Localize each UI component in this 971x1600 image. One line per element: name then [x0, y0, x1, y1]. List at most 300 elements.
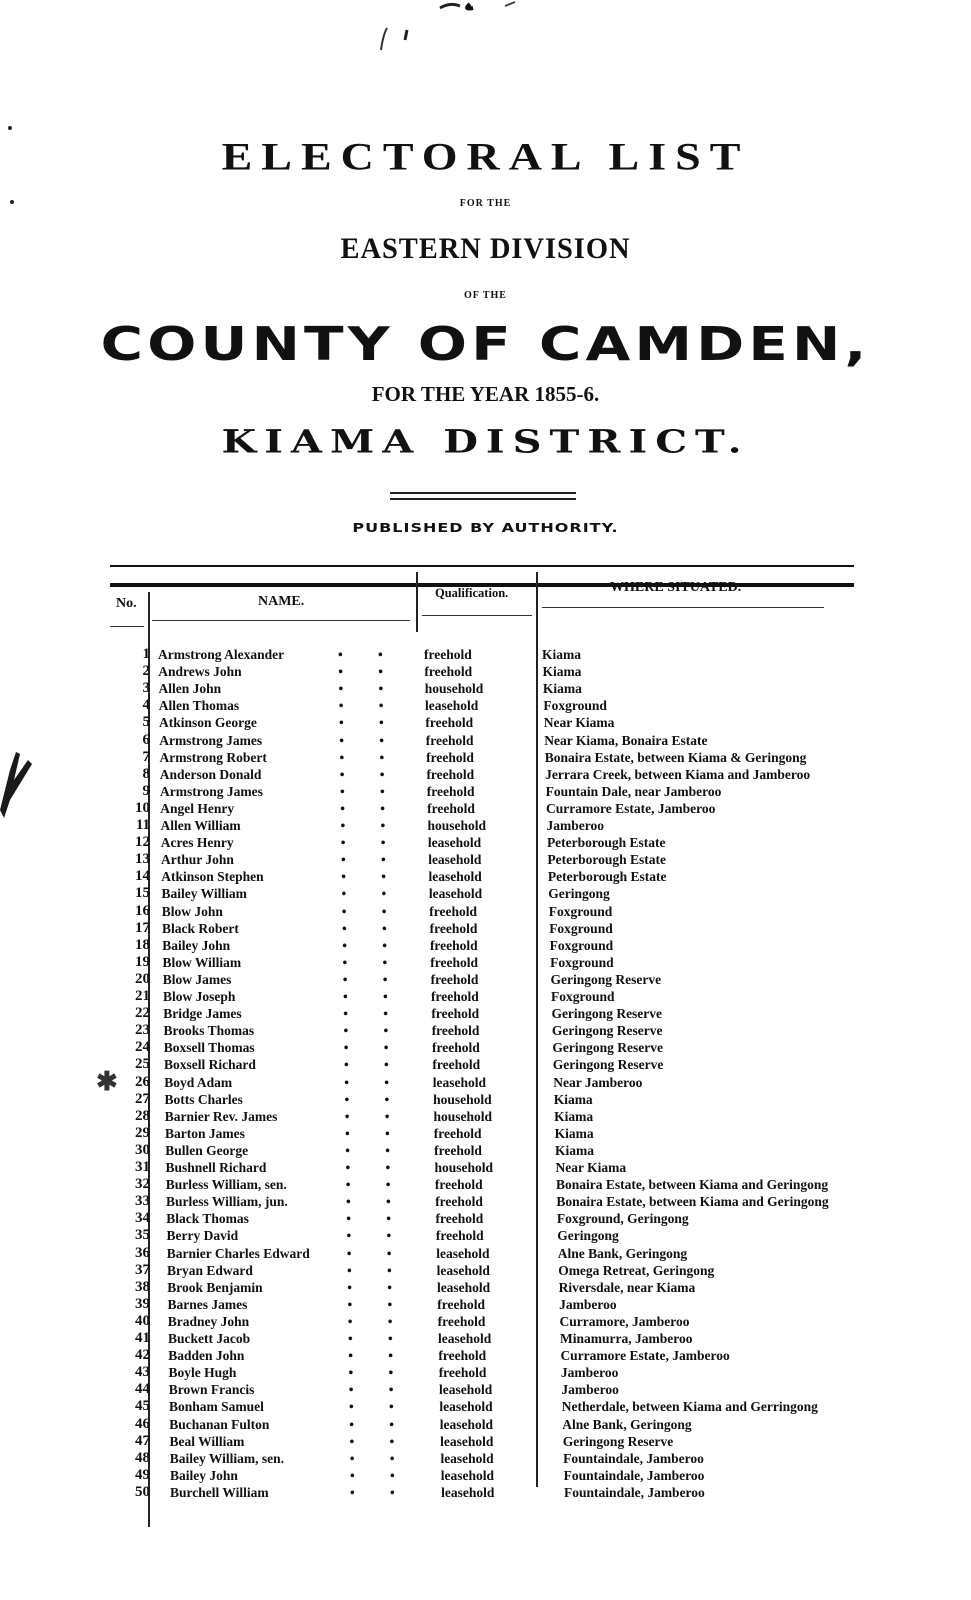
leader-dot: • [348, 1365, 354, 1381]
leader-dot: • [344, 1091, 350, 1107]
leader-dot: • [387, 1313, 393, 1329]
table-row [110, 885, 860, 902]
title-electoral-list: ELECTORAL LIST [221, 134, 750, 179]
leader-dot: • [346, 1211, 351, 1227]
voter-name: Bryan Edward [167, 1262, 253, 1278]
qualification: leasehold [440, 1467, 495, 1483]
leader-dot: • [378, 681, 384, 697]
row-number: 48 [135, 1449, 150, 1466]
table-row [96, 1066, 860, 1096]
voter-name: Brown Francis [168, 1382, 255, 1398]
voter-name: Bridge James [163, 1006, 242, 1022]
row-number: 38 [135, 1278, 150, 1295]
title-county-of-camden: COUNTY OF CAMDEN, [100, 316, 871, 372]
voter-name: Bonham Samuel [169, 1399, 264, 1415]
where-situated: Netherdale, between Kiama and Gerringong [561, 1399, 818, 1415]
table-row [110, 1416, 860, 1433]
voter-name: Black Robert [162, 920, 239, 936]
leader-dot: • [389, 1450, 395, 1466]
qualification: leasehold [427, 835, 482, 851]
qualification: freehold [437, 1313, 486, 1329]
row-number: 4 [142, 697, 150, 714]
header-no: No. [116, 596, 137, 611]
where-situated: Foxground [549, 920, 613, 936]
where-situated: Riversdale, near Kiama [558, 1279, 696, 1295]
table-row [110, 663, 860, 680]
table-row [110, 732, 860, 749]
leader-dot: • [387, 1296, 393, 1312]
leader-dot: • [385, 1142, 390, 1158]
where-situated: Foxground, Geringong [556, 1211, 689, 1227]
leader-dot: • [347, 1313, 353, 1329]
table-row [110, 646, 860, 663]
voter-name: Burless William, sen. [165, 1177, 287, 1193]
voter-name: Allen John [158, 681, 222, 697]
voter-name: Burchell William [170, 1484, 269, 1500]
leader-dot: • [341, 886, 347, 902]
where-situated: Foxground [550, 954, 614, 970]
voter-name: Blow William [162, 954, 242, 970]
leader-dot: • [380, 835, 386, 851]
table-row [110, 817, 860, 834]
table-row [110, 1313, 860, 1330]
row-number: 32 [135, 1176, 150, 1193]
row-number: 30 [135, 1141, 150, 1158]
qualification: freehold [426, 783, 475, 799]
leader-dot: • [343, 1023, 349, 1039]
leader-dot: • [389, 1416, 394, 1432]
row-number: 39 [135, 1295, 150, 1312]
leader-dot: • [378, 664, 383, 680]
leader-dot: • [381, 852, 386, 868]
leader-dot: • [345, 1142, 350, 1158]
voter-name: Black Thomas [166, 1211, 249, 1227]
voter-name: Brook Benjamin [167, 1279, 263, 1295]
voter-name: Armstrong James [159, 732, 263, 748]
leader-dot: • [390, 1484, 395, 1500]
voter-name: Buchanan Fulton [169, 1416, 270, 1432]
table-row [110, 697, 860, 714]
qualification: household [427, 818, 487, 833]
voter-name: Blow John [161, 903, 223, 919]
voter-name: Angel Henry [160, 800, 235, 816]
leader-dot: • [380, 800, 385, 816]
qualification: leasehold [428, 886, 483, 902]
row-number: 28 [135, 1107, 150, 1124]
leader-dot: • [385, 1177, 391, 1193]
leader-dot: • [386, 1194, 391, 1210]
qualification: freehold [431, 989, 479, 1004]
qualification: freehold [437, 1296, 486, 1312]
row-number: 2 [142, 663, 150, 680]
row-number: 36 [135, 1244, 150, 1261]
table-row [110, 1398, 860, 1415]
where-situated: Kiama [554, 1108, 594, 1124]
row-number: 44 [135, 1381, 150, 1398]
leader-dot: • [338, 681, 344, 697]
voter-name: Armstrong Robert [159, 749, 267, 765]
voter-name: Bradney John [167, 1313, 250, 1329]
voter-name: Buckett Jacob [168, 1331, 251, 1346]
leader-dot: • [384, 1057, 389, 1073]
leader-dot: • [341, 903, 347, 919]
table-row [110, 1210, 860, 1227]
qualification: freehold [438, 1365, 487, 1381]
qualification: freehold [434, 1142, 482, 1158]
row-number: 9 [142, 782, 150, 799]
qualification: leasehold [438, 1331, 492, 1346]
qualification: household [433, 1091, 492, 1107]
row-number: 11 [135, 817, 150, 833]
leader-dot: • [343, 1006, 348, 1022]
page-edge-smudge [0, 750, 40, 820]
table-row [110, 1262, 860, 1279]
voter-name: Blow Joseph [163, 989, 236, 1004]
decorative-double-rule [390, 498, 576, 500]
leader-dot: • [345, 1160, 351, 1175]
row-number: 3 [142, 680, 150, 697]
qualification: leasehold [428, 852, 482, 868]
where-situated: Geringong [557, 1228, 619, 1244]
table-row [110, 800, 860, 817]
where-situated: Bonaira Estate, between Kiama & Geringong [544, 749, 807, 765]
voter-name: Bailey William, sen. [169, 1450, 285, 1466]
leader-dot: • [349, 1450, 355, 1466]
where-situated: Near Kiama, Bonaira Estate [544, 732, 708, 748]
where-situated: Fountain Dale, near Jamberoo [545, 783, 722, 799]
where-situated: Near Kiama [543, 715, 615, 731]
qualification: freehold [432, 1040, 480, 1056]
where-situated: Bonaira Estate, between Kiama and Geringong [556, 1194, 829, 1210]
qualification: freehold [431, 1023, 480, 1039]
table-row [110, 851, 860, 868]
qualification: freehold [426, 749, 474, 765]
table-row [110, 988, 860, 1005]
table-row [110, 920, 860, 937]
voter-name: Boyle Hugh [168, 1365, 237, 1381]
voter-name: Barnes James [167, 1296, 248, 1312]
leader-dot: • [346, 1194, 351, 1210]
voter-name: Atkinson Stephen [161, 869, 264, 885]
where-situated: Geringong Reserve [551, 1023, 663, 1039]
row-number: 37 [135, 1261, 150, 1278]
qualification: freehold [424, 664, 473, 680]
where-situated: Near Kiama [555, 1160, 627, 1175]
voter-name: Boxsell Thomas [163, 1040, 255, 1056]
leader-dot: • [342, 971, 348, 987]
table-row [110, 783, 860, 800]
table-row [110, 1330, 860, 1347]
where-situated: Jamberoo [560, 1365, 619, 1381]
table-row [110, 903, 860, 920]
where-situated: Alne Bank, Geringong [562, 1416, 692, 1432]
row-number: 10 [135, 799, 150, 816]
table-row [110, 868, 860, 885]
where-situated: Fountaindale, Jamberoo [563, 1450, 704, 1466]
qualification: freehold [430, 971, 479, 987]
table-row [110, 1125, 860, 1142]
table-row [110, 1484, 860, 1501]
row-number: 12 [135, 834, 150, 851]
where-situated: Peterborough Estate [547, 869, 667, 885]
decorative-double-rule [390, 492, 576, 494]
leader-dot: • [385, 1160, 391, 1175]
leader-dot: • [384, 1074, 389, 1090]
leader-dot: • [344, 1074, 349, 1090]
voter-name: Badden John [168, 1348, 245, 1364]
row-number: 35 [135, 1227, 150, 1244]
where-situated: Peterborough Estate [546, 835, 666, 851]
leader-dot: • [380, 818, 386, 833]
leader-dot: • [347, 1296, 353, 1312]
leader-dot: • [385, 1125, 390, 1141]
qualification: household [434, 1160, 494, 1175]
voter-name: Blow James [162, 971, 232, 987]
leader-dot: • [350, 1484, 355, 1500]
qualification: leasehold [425, 698, 479, 714]
leader-dot: • [340, 818, 346, 833]
leader-dot: • [383, 1023, 389, 1039]
row-number: 1 [142, 646, 150, 662]
row-number: 13 [135, 851, 150, 868]
voter-name: Atkinson George [159, 715, 257, 731]
qualification: leasehold [440, 1450, 494, 1466]
qualification: freehold [431, 1006, 480, 1022]
row-number: 45 [135, 1398, 150, 1415]
qualification: freehold [434, 1177, 483, 1193]
qualification: freehold [425, 715, 474, 731]
where-situated: Bonaira Estate, between Kiama and Geringong [555, 1177, 829, 1193]
qualification: freehold [429, 937, 478, 953]
where-situated: Omega Retreat, Geringong [558, 1262, 715, 1278]
voter-name: Allen Thomas [158, 698, 240, 714]
voter-name: Boyd Adam [164, 1074, 233, 1090]
leader-dot: • [388, 1382, 394, 1398]
leader-dot: • [338, 647, 343, 662]
leader-dot: • [346, 1228, 352, 1244]
qualification: freehold [435, 1194, 483, 1210]
leader-dot: • [341, 869, 346, 885]
row-number: 8 [142, 765, 150, 782]
table-row [110, 937, 860, 954]
leader-dot: • [388, 1365, 394, 1381]
qualification: freehold [429, 903, 477, 919]
leader-dot: • [382, 937, 387, 953]
table-row [110, 1467, 860, 1484]
leader-dot: • [381, 903, 387, 919]
qualification: leasehold [439, 1382, 493, 1398]
table-row [110, 834, 860, 851]
leader-dot: • [389, 1433, 395, 1449]
voter-name: Andrews John [158, 664, 242, 680]
row-number: 19 [135, 953, 150, 970]
voter-name: Armstrong Alexander [158, 647, 285, 662]
row-number: 33 [135, 1193, 150, 1210]
where-situated: Geringong Reserve [552, 1057, 664, 1073]
leader-dot: • [343, 1040, 349, 1056]
leader-dot: • [384, 1108, 390, 1124]
voter-name: Armstrong James [160, 783, 263, 799]
qualification: freehold [425, 732, 474, 748]
leader-dot: • [382, 954, 388, 970]
row-number: 22 [135, 1005, 150, 1022]
leader-dot: • [338, 698, 344, 714]
leader-dot: • [339, 715, 344, 731]
qualification: freehold [430, 954, 479, 970]
table-row [110, 1159, 860, 1176]
row-number: 50 [135, 1483, 150, 1500]
leader-dot: • [345, 1177, 351, 1193]
leader-dot: • [386, 1245, 392, 1261]
table-row [110, 1056, 860, 1073]
voter-name: Botts Charles [164, 1091, 243, 1107]
where-situated: Near Jamberoo [553, 1074, 643, 1090]
row-number: 47 [135, 1432, 150, 1449]
title-kiama-district: KIAMA DISTRICT. [221, 422, 750, 461]
published-by-authority: PUBLISHED BY AUTHORITY. [352, 519, 619, 536]
row-number: 25 [135, 1056, 150, 1073]
qualification: freehold [438, 1348, 487, 1364]
leader-dot: • [349, 1433, 355, 1449]
title-year: FOR THE YEAR 1855-6. [371, 382, 600, 406]
title-of-the: OF THE [464, 290, 507, 301]
leader-dot: • [341, 852, 346, 868]
voter-name: Barnier Charles Edward [166, 1245, 310, 1261]
leader-dot: • [379, 749, 385, 765]
where-situated: Curramore Estate, Jamberoo [546, 800, 716, 816]
voter-name: Bailey John [170, 1467, 238, 1483]
leader-dot: • [378, 698, 384, 714]
qualification: freehold [429, 920, 478, 936]
leader-dot: • [387, 1279, 392, 1295]
leader-dot: • [340, 783, 345, 799]
table-row [110, 1005, 860, 1022]
row-number: 34 [135, 1210, 150, 1227]
row-number: 18 [135, 936, 150, 953]
where-situated: Curramore, Jamberoo [559, 1313, 690, 1329]
table-row [110, 1279, 860, 1296]
header-name: NAME. [258, 594, 305, 609]
table-row [110, 1364, 860, 1381]
leader-dot: • [382, 971, 388, 987]
leader-dot: • [383, 1006, 388, 1022]
leader-dot: • [387, 1262, 392, 1278]
leader-dot: • [348, 1331, 353, 1346]
where-situated: Jerrara Creek, between Kiama and Jamberoo [545, 766, 811, 782]
leader-dot: • [342, 937, 347, 953]
leader-dot: • [378, 647, 383, 662]
row-number: 6 [142, 731, 150, 748]
row-number: 7 [142, 748, 150, 765]
row-number: 20 [135, 970, 150, 987]
row-number: 26 [135, 1073, 150, 1090]
leader-dot: • [340, 835, 346, 851]
voter-name: Brooks Thomas [163, 1023, 255, 1039]
qualification: freehold [432, 1057, 481, 1073]
row-number: 29 [135, 1124, 150, 1141]
leader-dot: • [346, 1245, 352, 1261]
where-situated: Foxground [549, 937, 614, 953]
where-situated: Geringong [548, 886, 610, 902]
title-for-the: FOR THE [459, 198, 512, 209]
table-row [110, 1381, 860, 1398]
stray-dot-mark [8, 126, 12, 130]
row-number: 21 [135, 988, 150, 1004]
where-situated: Foxground [548, 903, 613, 919]
where-situated: Fountaindale, Jamberoo [563, 1467, 705, 1483]
qualification: leasehold [428, 869, 482, 885]
qualification: freehold [433, 1125, 482, 1141]
voter-name: Bushnell Richard [165, 1160, 267, 1175]
table-row [110, 1022, 860, 1039]
leader-dot: • [349, 1416, 354, 1432]
qualification: freehold [424, 647, 472, 662]
where-situated: Foxground [543, 698, 607, 714]
table-row [110, 1227, 860, 1244]
qualification: freehold [427, 800, 475, 816]
row-number: 24 [135, 1039, 150, 1056]
row-number: 43 [135, 1364, 150, 1381]
where-situated: Geringong Reserve [551, 1006, 663, 1022]
leader-dot: • [350, 1467, 355, 1483]
leader-dot: • [382, 920, 387, 936]
where-situated: Jamberoo [546, 818, 604, 833]
leader-dot: • [339, 732, 344, 748]
leader-dot: • [384, 1091, 390, 1107]
voter-name: Bullen George [165, 1142, 249, 1158]
table-row [110, 954, 860, 971]
leader-dot: • [339, 766, 345, 782]
table-row [110, 1433, 860, 1450]
row-number: 40 [135, 1312, 150, 1329]
leader-dot: • [383, 1040, 389, 1056]
qualification: leasehold [432, 1074, 487, 1090]
leader-dot: • [339, 749, 345, 765]
qualification: freehold [426, 766, 475, 782]
leader-dot: • [347, 1279, 352, 1295]
qualification: household [424, 681, 484, 697]
handwritten-scribble-mark [375, 0, 575, 60]
where-situated: Kiama [554, 1125, 594, 1141]
where-situated: Kiama [542, 647, 581, 662]
leader-dot: • [381, 869, 386, 885]
table-row [110, 1176, 860, 1193]
voter-name: Acres Henry [160, 835, 234, 851]
header-where-situated: WHERE SITUATED. [610, 580, 742, 595]
voter-name: Anderson Donald [159, 766, 262, 782]
table-row [110, 1296, 860, 1313]
asterisk-mark-icon: ✱ [96, 1066, 118, 1096]
row-number: 23 [135, 1022, 150, 1039]
leader-dot: • [349, 1399, 354, 1415]
row-number: 41 [135, 1330, 150, 1346]
table-row [110, 1039, 860, 1056]
leader-dot: • [342, 954, 348, 970]
row-number: 17 [135, 919, 150, 936]
header-qualification: Qualification. [435, 586, 509, 600]
leader-dot: • [348, 1382, 354, 1398]
leader-dot: • [388, 1348, 393, 1364]
row-number: 16 [135, 902, 150, 919]
header-underline [110, 626, 144, 627]
where-situated: Geringong Reserve [550, 971, 662, 987]
qualification: leasehold [436, 1279, 491, 1295]
table-row [110, 1347, 860, 1364]
table-row [110, 1245, 860, 1262]
where-situated: Kiama [542, 681, 582, 697]
row-number: 27 [135, 1090, 150, 1107]
table-row [110, 680, 860, 697]
